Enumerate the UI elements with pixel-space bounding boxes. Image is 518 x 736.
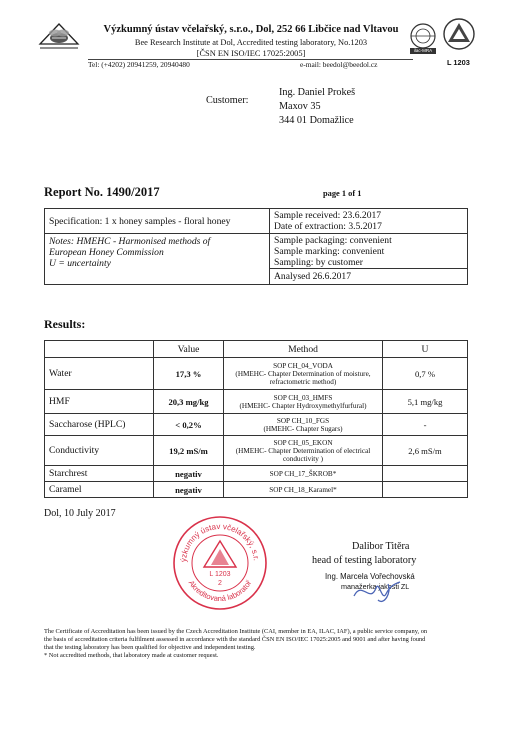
stamp-signer-role: manažerka jakosti ZL xyxy=(341,582,410,591)
stamp-text-bottom: Akreditovaná laboratoř xyxy=(186,578,254,603)
institute-english: Bee Research Institute at Dol, Accredited testing laboratory, No.1203 xyxy=(134,38,368,47)
notes-line-1: Notes: HMEHC - Harmonised methods of xyxy=(49,236,211,247)
sample-details-cell xyxy=(270,234,468,269)
table-row xyxy=(45,390,468,414)
param-uncertainty: - xyxy=(383,414,468,436)
laboratory-stamp xyxy=(172,515,268,611)
param-method xyxy=(224,390,383,414)
param-value: negativ xyxy=(154,466,224,482)
method-desc-2: refractometric method) xyxy=(269,377,337,386)
customer-street: Maxov 35 xyxy=(279,101,321,112)
param-uncertainty: 2,6 mS/m xyxy=(383,436,468,466)
param-uncertainty xyxy=(383,482,468,498)
bee-logo xyxy=(38,22,80,54)
results-header-row xyxy=(45,341,468,358)
table-row xyxy=(45,482,468,498)
date-of-extraction: Date of extraction: 3.5.2017 xyxy=(274,221,382,232)
param-value: negativ xyxy=(154,482,224,498)
notes-line-3: U = uncertainty xyxy=(49,258,111,269)
footer-line-4: * Not accredited methods, that laboratory made at customer request. xyxy=(44,652,219,659)
method-code: SOP CH_10_FGS xyxy=(276,416,330,425)
param-method xyxy=(224,436,383,466)
table-row xyxy=(45,358,468,390)
handwritten-signature xyxy=(348,574,412,608)
param-value: 17,3 % xyxy=(154,358,224,390)
stamp-signer-name: Ing. Marcela Vořechovská xyxy=(325,572,415,581)
lab-number: L 1203 xyxy=(447,58,470,67)
analysed-cell xyxy=(270,269,468,285)
footer-notes xyxy=(44,628,474,660)
footer-line-1: The Certificate of Accreditation has been issued by the Czech Accreditation Institute (CAI, member in EA, ILAC, IAF), a public service company, on xyxy=(44,628,428,635)
accreditation-standard: [ČSN EN ISO/IEC 17025:2005] xyxy=(196,49,306,58)
results-heading: Results: xyxy=(44,317,86,331)
method-desc: (HMEHC- Chapter Determination of moisture, xyxy=(235,369,371,378)
method-desc: (HMEHC- Chapter Sugars) xyxy=(263,424,343,433)
signer-name: Dalibor Titěra xyxy=(352,541,410,552)
param-method: SOP CH_17_ŠKROB* xyxy=(224,466,383,482)
param-method: SOP CH_18_Karamel* xyxy=(224,482,383,498)
specification-cell xyxy=(45,209,270,234)
page-number: page 1 of 1 xyxy=(323,189,362,198)
customer-city: 344 01 Domažlice xyxy=(279,115,354,126)
email: e-mail: beedol@beedol.cz xyxy=(300,60,378,69)
param-value: 19,2 mS/m xyxy=(154,436,224,466)
col-header-parameter xyxy=(45,341,154,358)
notes-cell xyxy=(45,234,270,285)
signer-role: head of testing laboratory xyxy=(312,555,417,566)
sample-received: Sample received: 23.6.2017 xyxy=(274,210,382,221)
param-method xyxy=(224,414,383,436)
param-uncertainty xyxy=(383,466,468,482)
place-and-date: Dol, 10 July 2017 xyxy=(44,508,116,519)
ilac-label: ilac-MRA xyxy=(413,48,433,53)
method-code: SOP CH_05_EKON xyxy=(273,438,333,447)
col-header-value: Value xyxy=(154,341,224,358)
specification: Specification: 1 x honey samples - floral honey xyxy=(49,215,231,227)
stamp-code: L 1203 xyxy=(209,571,231,578)
customer-label: Customer: xyxy=(206,95,249,106)
col-header-u: U xyxy=(383,341,468,358)
results-table xyxy=(44,340,468,498)
param-value: < 0,2% xyxy=(154,414,224,436)
method-code: SOP CH_03_HMFS xyxy=(273,393,333,402)
param-name: Water xyxy=(45,358,154,390)
method-desc: (HMEHC- Chapter Hydroxymethylfurfural) xyxy=(239,401,367,410)
footer-line-2: the basis of accreditation criteria fulfilment assessed in accordance with the standard ČSN EN ISO/IEC 17025:2005 and 9001 and after having found xyxy=(44,636,426,643)
col-header-method: Method xyxy=(224,341,383,358)
ilac-mra-logo xyxy=(407,22,439,56)
customer-name: Ing. Daniel Prokeš xyxy=(279,87,356,98)
method-desc-2: conductivity ) xyxy=(282,454,324,463)
sampling: Sampling: by customer xyxy=(274,256,363,268)
institute-name: Výzkumný ústav včelařský, s.r.o., Dol, 252 66 Libčice nad Vltavou xyxy=(103,24,399,35)
cia-accreditation-logo xyxy=(442,16,476,56)
analysed-date: Analysed 26.6.2017 xyxy=(274,271,352,282)
param-name: Conductivity xyxy=(45,436,154,466)
table-row xyxy=(45,436,468,466)
param-name: HMF xyxy=(45,390,154,414)
param-name: Saccharose (HPLC) xyxy=(45,414,154,436)
table-row xyxy=(45,466,468,482)
phone: Tel: (+4202) 20941259, 20940480 xyxy=(88,60,190,69)
param-name: Starchrest xyxy=(45,466,154,482)
method-code: SOP CH_04_VODA xyxy=(273,361,333,370)
sample-info-table xyxy=(44,208,468,285)
notes-line-2: European Honey Commission xyxy=(49,247,164,258)
param-method xyxy=(224,358,383,390)
table-row xyxy=(45,414,468,436)
param-value: 20,3 mg/kg xyxy=(154,390,224,414)
stamp-text-top: ýzkumný ústav včelařský, s.r. xyxy=(178,521,261,563)
sample-packaging: Sample packaging: convenient xyxy=(274,234,392,246)
sample-marking: Sample marking: convenient xyxy=(274,245,385,257)
stamp-number: 2 xyxy=(218,580,222,587)
param-uncertainty: 0,7 % xyxy=(383,358,468,390)
param-uncertainty: 5,1 mg/kg xyxy=(383,390,468,414)
report-title: Report No. 1490/2017 xyxy=(44,185,160,199)
sample-dates-cell xyxy=(270,209,468,234)
footer-line-3: that the testing laboratory has been qualified for objective and independent testing. xyxy=(44,644,256,651)
method-desc: (HMEHC- Chapter Determination of electrical xyxy=(235,446,371,455)
param-name: Caramel xyxy=(45,482,154,498)
